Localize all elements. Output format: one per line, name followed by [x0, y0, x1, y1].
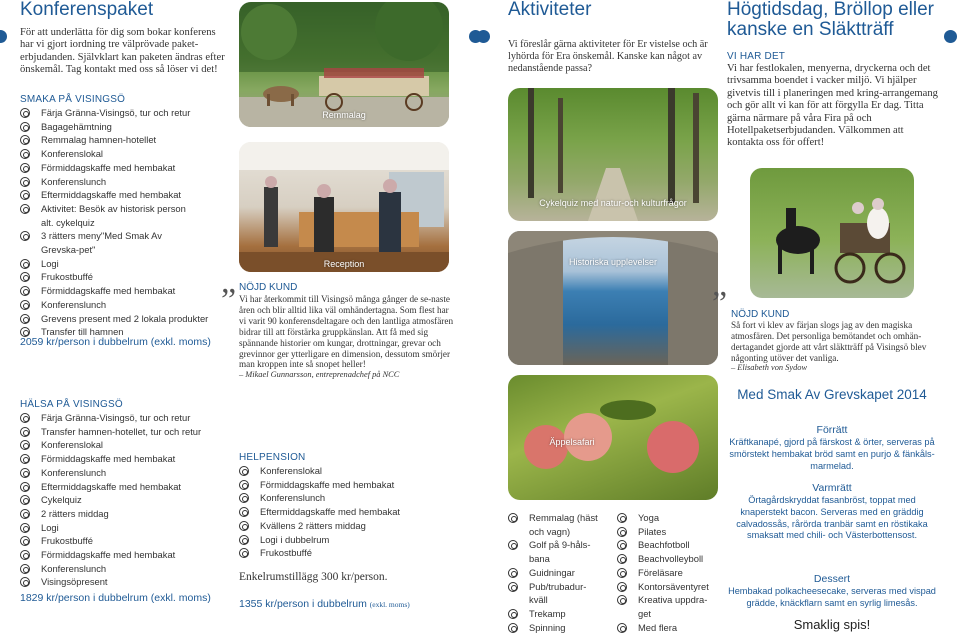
smaklig-spis: Smaklig spis!	[793, 617, 871, 632]
nojd-kund-quote-1: Vi har återkommit till Visingsö många gånger de se-naste åren och blir alltid lika väl omhändertagna. Som flest har vi varit 90 konferensdeltagare och den lantliga atmosfären bidrar till att förstärka gruppkänslan. Att få med sig spännande historier om kungar, drottningar, grevar och grevinnor ger ytterligare en dimension, dessutom smörjer man kroppen inte så snopet heller!	[239, 294, 454, 370]
bullet-icon	[20, 550, 30, 560]
blue-dot-icon	[477, 30, 490, 43]
list-item: Aktivitet: Besök av historisk person alt. cykelquiz	[20, 202, 195, 229]
bullet-icon	[508, 582, 518, 592]
wedding-carriage-illustration	[750, 168, 914, 298]
bullet-icon	[239, 507, 249, 517]
bullet-icon	[239, 521, 249, 531]
menu-title: Med Smak Av Grevskapet 2014	[737, 387, 927, 402]
bullet-icon	[20, 468, 30, 478]
cykelquiz-caption: Cykelquiz med natur-och kulturfrågor	[539, 198, 687, 208]
list-item: Konferenslunch	[20, 562, 220, 576]
bullet-icon	[508, 623, 518, 633]
vi-har-det-heading: VI HAR DET	[727, 51, 786, 62]
bullet-icon	[239, 466, 249, 476]
reception-illustration	[239, 142, 449, 272]
historiska-caption: Historiska upplevelser	[568, 257, 658, 267]
list-item: Konferenslunch	[20, 175, 220, 189]
nojd-kund-heading-1: NÖJD KUND	[239, 282, 298, 293]
bullet-icon	[617, 595, 627, 605]
list-item: Konferenslokal	[239, 464, 449, 478]
list-item: Pub/trubadur-kväll	[508, 580, 600, 607]
list-item: Färja Gränna-Visingsö, tur och retur	[20, 106, 220, 120]
dessert-heading: Dessert	[813, 573, 851, 585]
list-item: Konferenslunch	[20, 298, 220, 312]
smaka-list	[20, 106, 220, 339]
bullet-icon	[508, 568, 518, 578]
bullet-icon	[617, 513, 627, 523]
bullet-icon	[239, 493, 249, 503]
bullet-icon	[20, 149, 30, 159]
bullet-icon	[508, 609, 518, 619]
list-item: Frukostbuffé	[20, 270, 220, 284]
list-item: Spinning	[508, 621, 600, 633]
bullet-icon	[20, 454, 30, 464]
list-item: Kvällens 2 rätters middag	[239, 519, 449, 533]
quote-mark-icon: ”	[221, 282, 237, 319]
horse-carriage-illustration	[239, 2, 449, 127]
list-item: Eftermiddagskaffe med hembakat	[20, 480, 220, 494]
list-item: Med flera	[617, 621, 717, 633]
historiska-photo	[508, 231, 718, 365]
list-item: Konferenslunch	[20, 466, 220, 480]
konferenspaket-intro: För att underlätta för dig som bokar konferens har vi gjort iordning tre välprövade paket-erbjudanden. Självklart kan paketen ändras efter önskemål. Tag kontakt med oss så löser vi det!	[20, 27, 225, 76]
halsa-list	[20, 411, 220, 589]
bullet-icon	[20, 509, 30, 519]
helpension-list	[239, 464, 449, 560]
list-item: Eftermiddagskaffe med hembakat	[239, 505, 449, 519]
list-item: Föreläsare	[617, 566, 717, 580]
bullet-icon	[20, 523, 30, 533]
remmalag-photo	[239, 2, 449, 127]
bullet-icon	[617, 623, 627, 633]
bullet-icon	[20, 314, 30, 324]
list-item: Förmiddagskaffe med hembakat	[20, 452, 220, 466]
list-item: Transfer hamnen-hotellet, tur och retur	[20, 425, 220, 439]
bullet-icon	[239, 480, 249, 490]
bullet-icon	[20, 495, 30, 505]
aktiviteter-intro: Vi föreslår gärna aktiviteter för Er vistelse och är lyhörda för Era önskemål. Kanske kan något av nedanstående passa?	[508, 39, 708, 75]
bullet-icon	[20, 482, 30, 492]
list-item: Förmiddagskaffe med hembakat	[239, 478, 449, 492]
appelsafari-caption: Äppelsafari	[549, 437, 595, 447]
forratt-heading: Förrätt	[816, 424, 848, 436]
list-item: Kontorsäventyret	[617, 580, 717, 594]
list-item: Förmiddagskaffe med hembakat	[20, 548, 220, 562]
bullet-icon	[20, 300, 30, 310]
reception-photo	[239, 142, 449, 272]
list-item: Guidningar	[508, 566, 600, 580]
halsa-heading: HÄLSA PÅ VISINGSÖ	[20, 399, 123, 410]
bullet-icon	[20, 259, 30, 269]
aktiviteter-list-right	[617, 511, 717, 633]
hogtidsdag-intro: Vi har festlokalen, menyerna, dryckerna och det trivsamma boendet i vacker miljö. Vi hjälper givetvis till i planeringen med kring-arrangemang och gör allt vi kan för att förgylla Er dag. Titta gärna närmare på våra Fira på och Hotellpaketserbjudanden. Välkommen att kontakta oss för offert!	[727, 63, 938, 149]
bullet-icon	[20, 564, 30, 574]
bullet-icon	[20, 163, 30, 173]
list-item: Cykelquiz	[20, 493, 220, 507]
list-item: 2 rätters middag	[20, 507, 220, 521]
list-item: Remmalag hamnen-hotellet	[20, 133, 220, 147]
list-item: Logi	[20, 521, 220, 535]
bullet-icon	[20, 536, 30, 546]
list-item: Konferenslokal	[20, 438, 220, 452]
bullet-icon	[20, 177, 30, 187]
forratt-text: Kräftkanapé, gjord på färskost & örter, serveras på smörstekt hembakat bröd samt en purjo & fänkåls-marmelad.	[729, 437, 935, 471]
bullet-icon	[20, 135, 30, 145]
list-item: Förmiddagskaffe med hembakat	[20, 284, 220, 298]
bullet-icon	[617, 568, 627, 578]
list-item: Visingsöpresent	[20, 575, 220, 589]
list-item: Beachfotboll	[617, 538, 717, 552]
reception-caption: Reception	[323, 259, 365, 269]
hogtidsdag-title: Högtidsdag, Bröllop eller kanske en Släktträff	[727, 0, 935, 40]
list-item: Frukostbuffé	[239, 546, 449, 560]
bullet-icon	[508, 513, 518, 523]
forest-path-photo	[508, 88, 718, 221]
varmratt-text: Örtagårdskryddat fasanbröst, toppat med knaperstekt bacon. Serveras med en gräddig calvadossås, rårörda tranbär samt en röstikaka smaksatt med chili- och Västerbottensost.	[736, 495, 928, 541]
bullet-icon	[20, 204, 30, 214]
bullet-icon	[617, 554, 627, 564]
list-item: Logi i dubbelrum	[239, 533, 449, 547]
enkelrum-supplement: Enkelrumstillägg 300 kr/person.	[239, 571, 388, 583]
blue-dot-icon	[0, 30, 7, 43]
bullet-icon	[239, 548, 249, 558]
list-item: Kreativa uppdra-get	[617, 593, 717, 620]
nojd-kund-heading-2: NÖJD KUND	[731, 309, 790, 320]
list-item: Grevens present med 2 lokala produkter	[20, 312, 220, 326]
list-item: Eftermiddagskaffe med hembakat	[20, 188, 220, 202]
nojd-kund-signature-1: – Mikael Gunnarsson, entreprenadchef på NCC	[239, 370, 400, 379]
bullet-icon	[617, 540, 627, 550]
bullet-icon	[20, 272, 30, 282]
helpension-price: 1355 kr/person i dubbelrum (exkl. moms)	[239, 598, 410, 610]
nojd-kund-signature-2: – Elisabeth von Sydow	[731, 363, 808, 372]
list-item: Yoga	[617, 511, 717, 525]
bullet-icon	[20, 286, 30, 296]
list-item: Trekamp	[508, 607, 600, 621]
list-item: Logi	[20, 257, 220, 271]
quote-mark-icon: ”	[712, 285, 728, 322]
list-item: Transfer till hamnen	[20, 325, 220, 339]
nojd-kund-quote-2: Så fort vi klev av färjan slogs jag av den magiska atmosfären. Det personliga bemötandet och omhän-dertagandet gjorde att vårt släktträff på Visingsö blev någonting utöver det vanliga.	[731, 320, 927, 363]
bullet-icon	[20, 413, 30, 423]
blue-dot-icon	[944, 30, 957, 43]
list-item: Färja Gränna-Visingsö, tur och retur	[20, 411, 220, 425]
smaka-heading: SMAKA PÅ VISINGSÖ	[20, 94, 126, 105]
dessert-text: Hembakad polkacheesecake, serveras med vispad grädde, knäckflarn samt en syrlig limesås.	[728, 586, 936, 608]
smaka-price: 2059 kr/person i dubbelrum (exkl. moms)	[20, 336, 211, 348]
halsa-price: 1829 kr/person i dubbelrum (exkl. moms)	[20, 592, 211, 604]
bullet-icon	[20, 231, 30, 241]
varmratt-heading: Varmrätt	[812, 482, 852, 494]
bullet-icon	[20, 440, 30, 450]
helpension-heading: HELPENSION	[239, 452, 306, 463]
list-item: Remmalag (häst och vagn)	[508, 511, 600, 538]
list-item: Konferenslunch	[239, 491, 449, 505]
bullet-icon	[617, 527, 627, 537]
list-item: Golf på 9-håls-bana	[508, 538, 600, 565]
bullet-icon	[20, 427, 30, 437]
bullet-icon	[20, 108, 30, 118]
apple-photo	[508, 375, 718, 500]
remmalag-caption: Remmalag	[322, 110, 366, 120]
list-item: Pilates	[617, 525, 717, 539]
aktiviteter-title: Aktiviteter	[508, 0, 592, 20]
list-item: Frukostbuffé	[20, 534, 220, 548]
bullet-icon	[239, 535, 249, 545]
ruin-window-illustration	[508, 231, 718, 365]
list-item: Konferenslokal	[20, 147, 220, 161]
list-item: 3 rätters meny"Med Smak Av Grevska-pet"	[20, 229, 185, 256]
aktiviteter-list-left	[508, 511, 600, 633]
konferenspaket-title: Konferenspaket	[20, 0, 154, 20]
wedding-carriage-photo	[750, 168, 914, 298]
list-item: Förmiddagskaffe med hembakat	[20, 161, 220, 175]
bullet-icon	[20, 190, 30, 200]
bullet-icon	[617, 582, 627, 592]
bullet-icon	[508, 540, 518, 550]
list-item: Bagagehämtning	[20, 120, 220, 134]
bullet-icon	[20, 577, 30, 587]
list-item: Beachvolleyboll	[617, 552, 717, 566]
bullet-icon	[20, 122, 30, 132]
